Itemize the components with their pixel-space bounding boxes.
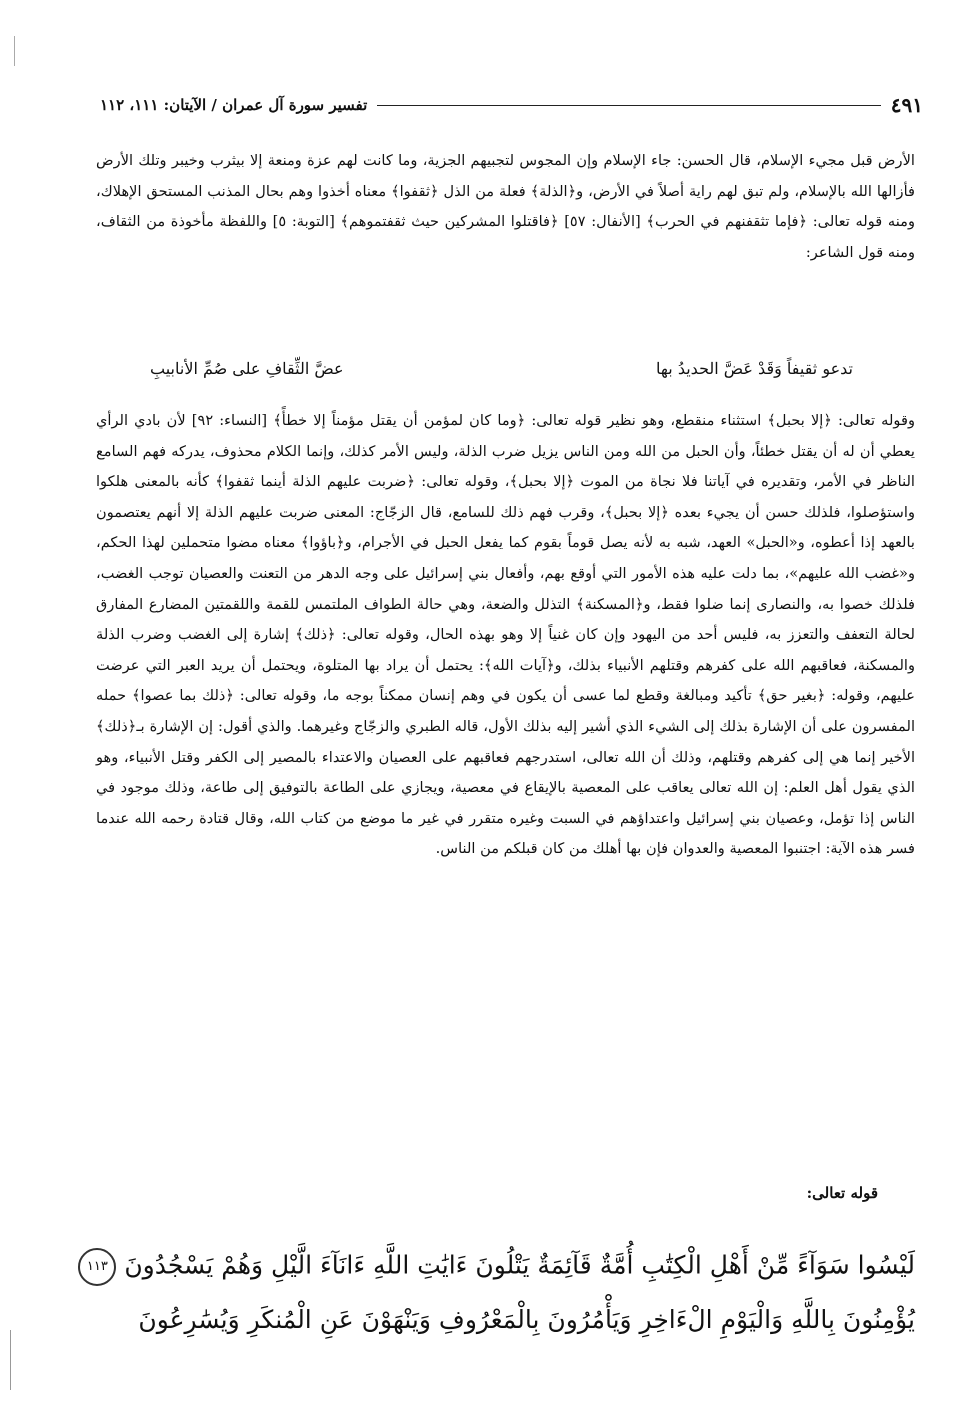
scan-margin-mark-top: [14, 36, 15, 66]
commentary-text-2: [96, 406, 915, 865]
scan-margin-mark-bottom: [10, 1330, 11, 1390]
paragraph-2: وقوله تعالى: ﴿إلا بحبل﴾ استثناء منقطع، وهو نظير قوله تعالى: ﴿وما كان لمؤمن أن يقتل مؤمناً إلا خطأً﴾ [النساء: ٩٢] لأن بادي الرأي يعطي أن له أن يقتل خطئاً، وأن الحبل من الله ومن الناس يزيل ضرب الذلة، وليس الأمر كذلك، وإنما الكلام محذوف، يدركه فهم السامع الناظر في الأمر، وتقديره في آياتنا فلا نجاة من الموت ﴿إلا بحبل﴾، وقوله تعالى: ﴿ضربت عليهم الذلة أينما ثقفوا﴾ كأنه بالمعنى هلكوا واستؤصلوا، فلذلك حسن أن يجيء بعده ﴿إلا بحبل﴾، وقرب فهم ذلك للسامع، قال الزجّاج: المعنى ضربت عليهم الذلة إلا أنهم يعتصمون بالعهد إذا أعطوه، و«الحبل» العهد، شبه به لأنه يصل قوماً بقوم كما يفعل الحبل في الأجرام، و﴿باؤوا﴾ معناه مضوا متحملين لهذا الحكم، و«غضب الله عليهم»، بما دلت عليه هذه الأمور التي أوقع بهم، وأفعال بني إسرائيل على وجه الدهر من التعنت والعصيان توجب الغضب، فلذلك خصوا به، والنصارى إنما ضلوا فقط، و﴿المسكنة﴾ التذلل والضعة، وهي حالة الطواف الملتمس للقمة واللقمتين المضارع المفارق لحالة التعفف والتعزز به، فليس أحد من اليهود وإن كان غنياً إلا وهو بهذه الحال، وقوله تعالى: ﴿ذلك﴾ إشارة إلى الغضب وضرب الذلة والمسكنة، فعاقبهم الله على كفرهم وقتلهم الأنبياء بذلك، و﴿آيات الله﴾: يحتمل أن يراد بها المتلوة، ويحتمل أن يريد العبر التي عرضت عليهم، وقوله: ﴿بغير حق﴾ تأكيد ومبالغة وقطع لما عسى أن يكون في وهم إنسان ممكناً بوجه ما، وقوله تعالى: ﴿ذلك بما عصوا﴾ حمله المفسرون على أن الإشارة بذلك إلى الشيء الذي أشير إليه بذلك الأول، قاله الطبري والزجّاج وغيرهما. والذي أقول: إن الإشارة بـ﴿ذلك﴾ الأخير إنما هي إلى كفرهم وقتلهم، وذلك أن الله تعالى، استدرجهم فعاقبهم على العصيان والاعتداء بالمصير إلى الكفر وقتل الأنبياء، وهو الذي يقول أهل العلم: إن الله تعالى يعاقب على المعصية بالإيقاع في معصية، ويجازي على الطاعة بالتوفيق إلى طاعة، وذلك موجود في الناس إذا تؤمل، وعصيان بني إسرائيل واعتداؤهم في السبت وغيره متقرر في غير ما موضع من كتاب الله، وقال قتادة رحمه الله عندما فسر هذه الآية: اجتنبوا المعصية والعدوان فإن بها أهلك من كان قبلكم من الناس.: [96, 412, 915, 858]
quran-verse-line-1: [86, 1248, 915, 1286]
header-title: تفسير سورة آل عمران / الآيتان: ١١١، ١١٢: [100, 96, 368, 114]
verse-intro-label: قوله تعالى:: [806, 1184, 878, 1202]
header-rule: [377, 105, 880, 106]
poem-verse: [150, 348, 853, 388]
paragraph-1: الأرض قبل مجيء الإسلام، قال الحسن: جاء الإسلام وإن المجوس لتجبيهم الجزية، وما كانت لهم عزة ومنعة إلا بيثرب وخيبر وتلك الأرض فأزالها الله بالإسلام، ولم تبق لهم راية أصلاً في الأرض، و﴿الذلة﴾ فعلة من الذل ﴿ثقفوا﴾ معناه أخذوا وهم بحال المذنب المستحق الإهلاك، ومنه قوله تعالى: ﴿فإما تثقفنهم في الحرب﴾ [الأنفال: ٥٧] ﴿فاقتلوا المشركين حيث ثقفتموهم﴾ [التوبة: ٥] واللفظة مأخوذة من الثقاف، ومنه قول الشاعر:: [96, 152, 915, 261]
ayah-number-marker: ١١٣: [78, 1248, 116, 1286]
quran-verse-line-2: [96, 1305, 915, 1334]
poem-hemistich-right: تدعو ثقيفاً وَقَدْ عَضَّ الحديدُ بها: [656, 358, 853, 378]
poem-hemistich-left: عضَّ الثِّقافِ على صُمِّ الأنابيبِ: [150, 358, 344, 378]
verse-line-2-text: يُؤْمِنُونَ بِاللَّهِ وَالْيَوْمِ الْءَاخِرِ وَيَأْمُرُونَ بِالْمَعْرُوفِ وَيَنْهَوْنَ عَنِ الْمُنكَرِ وَيُسَٰرِعُونَ: [138, 1305, 915, 1334]
commentary-text-1: [96, 146, 915, 268]
verse-line-1-text: لَيْسُوا سَوَآءً مِّنْ أَهْلِ الْكِتَٰبِ أُمَّةٌ قَآئِمَةٌ يَتْلُونَ ءَايَٰتِ اللَّهِ ءَانَآءَ الَّيْلِ وَهُمْ يَسْجُدُونَ: [124, 1250, 915, 1280]
page-number: ٤٩١: [890, 93, 923, 117]
running-header: [100, 88, 923, 122]
